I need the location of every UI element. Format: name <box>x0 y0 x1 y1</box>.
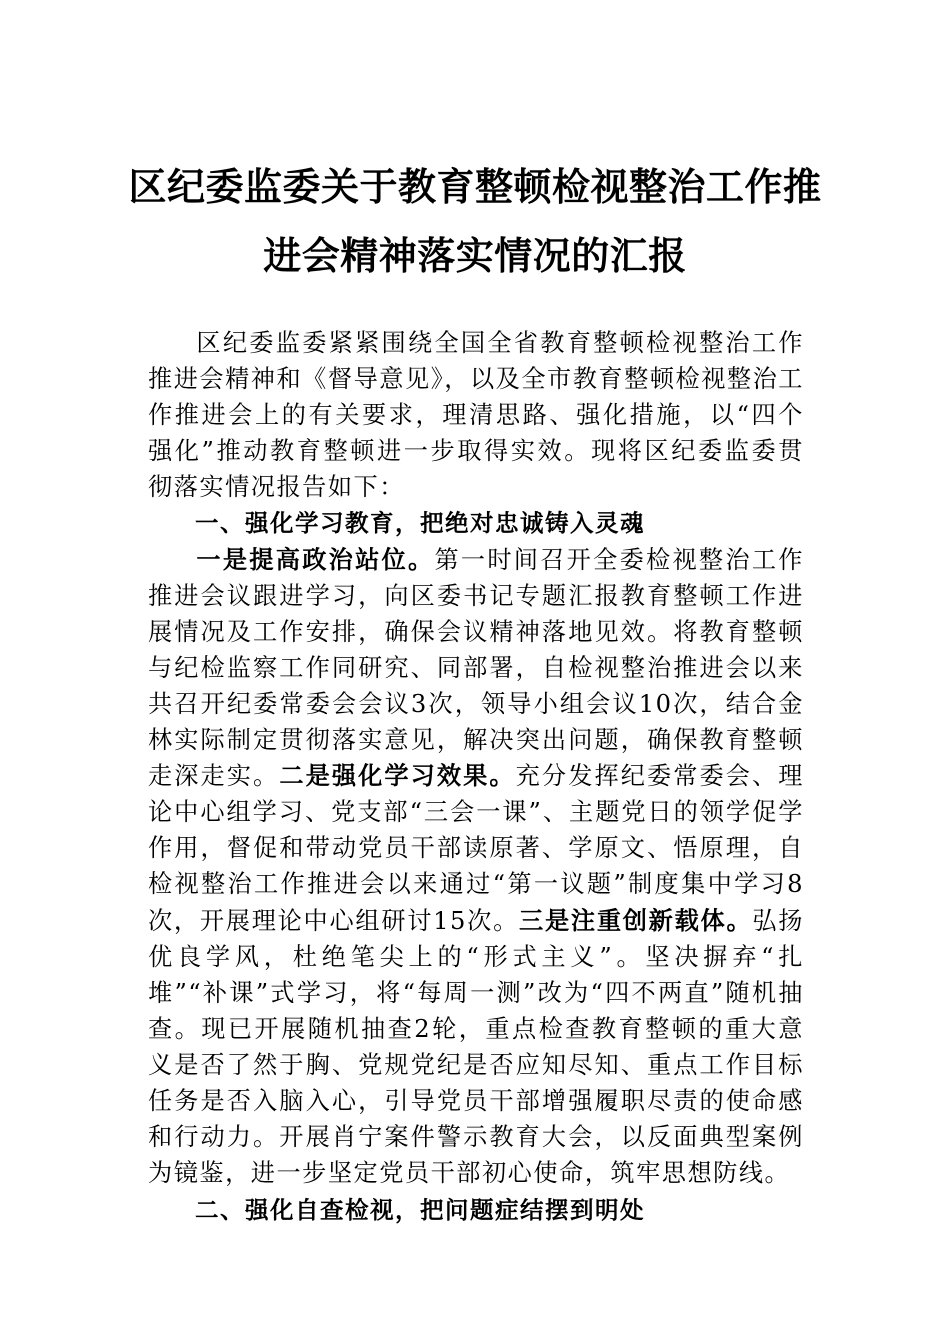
document-title-line-1: 区纪委监委关于教育整顿检视整治工作推 <box>128 164 822 209</box>
point-1-text: 第一时间召开全委检视整治工作推进会议跟进学习，向区委书记专题汇报教育整顿工作进展情况及工作安排，确保会议精神落地见效。将教育整顿与纪检监察工作同研究、同部署，自检视整治推进会以来共召开纪委常委会会议3次，领导小组会议10次，结合金林实际制定贯彻落实意见，解决突出问题，确保教育整顿走深走实。 <box>148 545 804 791</box>
point-2-lead: 二是强化学习效果。 <box>279 762 516 791</box>
section-2-heading: 二、强化自查检视，把问题症结摆到明处 <box>195 1196 645 1224</box>
point-1-lead: 一是提高政治站位。 <box>196 545 435 574</box>
point-2-text: 充分发挥纪委常委会、理论中心组学习、党支部“三会一课”、主题党日的领学促学作用，督促和带动党员干部读原著、学原文、悟原理，自检视整治工作推进会以来通过“第一议题”制度集中学习8次，开展理论中心组研讨15次。 <box>148 762 804 935</box>
document-body <box>148 325 804 1191</box>
intro-paragraph: 区纪委监委紧紧围绕全国全省教育整顿检视整治工作推进会精神和《督导意见》，以及全市教育整顿检视整治工作推进会上的有关要求，理清思路、强化措施，以“四个强化”推动教育整顿进一步取得实效。现将区纪委监委贯彻落实情况报告如下： <box>148 329 804 502</box>
document-title-line-2: 进会精神落实情况的汇报 <box>263 233 687 278</box>
point-3-lead: 三是注重创新载体。 <box>519 906 753 935</box>
point-3-text: 弘扬优良学风，杜绝笔尖上的“形式主义”。坚决摒弃“扎堆”“补课”式学习，将“每周一测”改为“四不两直”随机抽查。现已开展随机抽查2轮，重点检查教育整顿的重大意义是否了然于胸、党规党纪是否应知尽知、重点工作目标任务是否入脑入心，引导党员干部增强履职尽责的使命感和行动力。开展肖宁案件警示教育大会，以反面典型案例为镜鉴，进一步坚定党员干部初心使命，筑牢思想防线。 <box>148 906 804 1188</box>
section-1-heading: 一、强化学习教育，把绝对忠诚铸入灵魂 <box>195 509 645 538</box>
section-1-paragraph <box>148 542 804 1192</box>
